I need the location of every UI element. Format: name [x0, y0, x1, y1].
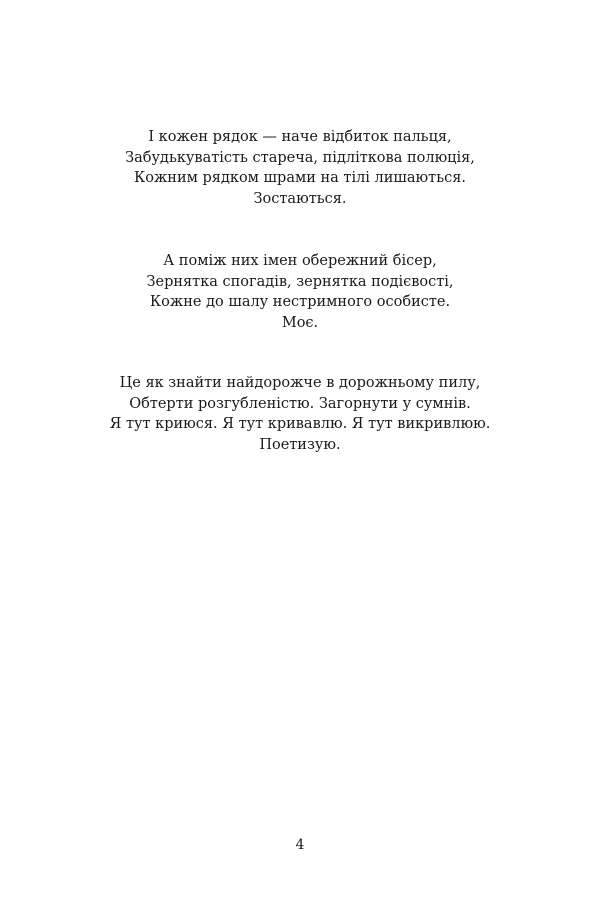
page-number: 4 [295, 837, 305, 853]
poem-line: Забудькуватість стареча, підліткова полюція, [125, 149, 475, 166]
poem-line: Зернятка спогадів, зернятка подієвості, [146, 273, 454, 290]
stanza-1 [0, 127, 600, 209]
poem-line: А поміж них імен обережний бісер, [163, 253, 437, 269]
poem-line: І кожен рядок — наче відбиток пальця, [148, 129, 452, 145]
poem-line: Обтерти розгубленістю. Загорнути у сумнів. [129, 395, 471, 412]
poem-line: Моє. [281, 314, 319, 331]
poem-line: Зостаються. [253, 190, 347, 207]
poem-line: Це як знайти найдорожче в дорожньому пилу, [119, 375, 481, 391]
poem-line: Кожним рядком шрами на тілі лишаються. [134, 170, 466, 186]
stanza-2 [0, 251, 600, 333]
poem-line: Поетизую. [259, 436, 341, 453]
poem-line: Кожне до шалу нестримного особисте. [149, 294, 451, 310]
stanza-3 [0, 373, 600, 455]
poem-line: Я тут криюся. Я тут кривавлю. Я тут викривлюю. [109, 416, 491, 432]
